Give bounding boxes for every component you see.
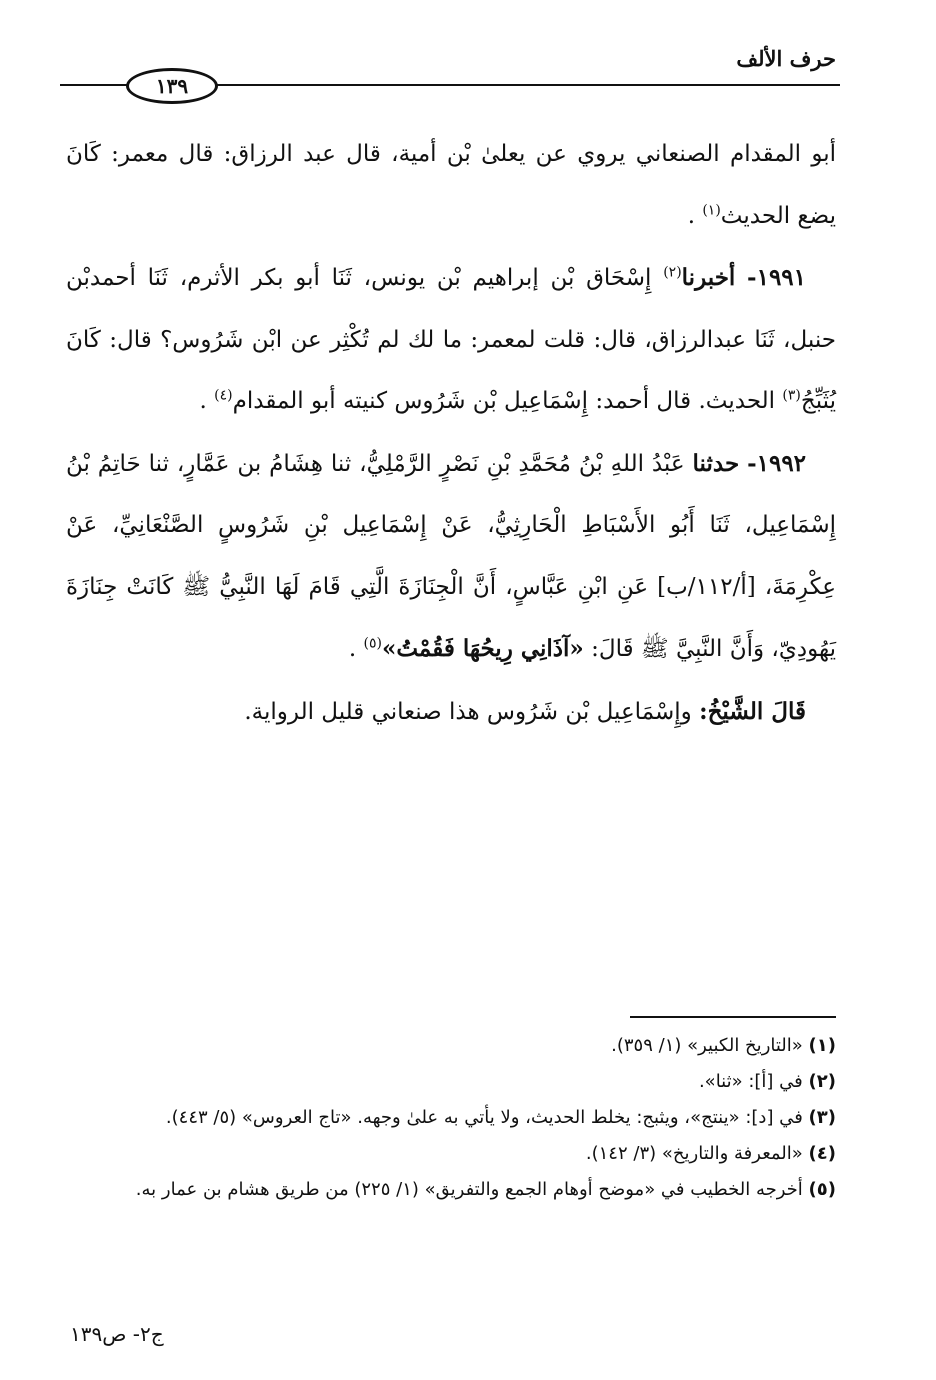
paragraph-1: [66, 124, 836, 247]
keyword-haddathana: حدثنا: [692, 449, 740, 477]
footnote-number: (٣): [808, 1107, 836, 1128]
volume-page-reference: ج٢- ص١٣٩: [70, 1322, 164, 1346]
footnote-ref-2: (٢): [663, 264, 682, 281]
hadith-number-1991: ١٩٩١-: [747, 264, 807, 291]
paragraph-sheikh: [66, 681, 836, 744]
footnote-number: (١): [808, 1035, 836, 1056]
footnote-ref-1: (١): [702, 201, 721, 218]
p3-quote: «آذَانِي رِيحُهَا فَقُمْتُ»: [381, 635, 584, 662]
p1-text: أبو المقدام الصنعاني يروي عن يعلىٰ بْن أمية، قال عبد الرزاق: قال معمر: كَانَ يضع الحديث: [66, 141, 836, 229]
p3-text: عَبْدُ اللهِ بْنُ مُحَمَّدِ بْنِ نَصْرٍ الرَّمْلِيُّ، ثنا هِشَامُ بن عَمَّارٍ، ثنا حَاتِمُ بْنُ إِسْمَاعِيل، ثَنَا أَبُو الأَسْبَاطِ الْحَارِثِيُّ، عَنْ إِسْمَاعِيل بْنِ شَرُوسٍ الصَّنْعَانِيِّ، عَنْ عِكْرِمَةَ، [أ/١١٢/ب] عَنِ ابْنِ عَبَّاسٍ، أَنَّ الْجِنَازَةَ الَّتِي قَامَ لَهَا النَّبِيُّ ﷺ كَانَتْ جِنَازَةَ يَهُودِيّ، وَأَنَّ النَّبِيَّ ﷺ قَالَ:: [66, 450, 836, 662]
footnote-4: [60, 1136, 836, 1172]
footnote-5: [60, 1172, 836, 1208]
footnote-text: في [أ]: «ثنا».: [698, 1071, 803, 1092]
footnote-ref-4: (٤): [214, 387, 233, 404]
main-text: [66, 124, 836, 743]
page-header: [60, 40, 840, 100]
footnote-2: [60, 1064, 836, 1100]
footnote-1: [60, 1028, 836, 1064]
p2-end: .: [199, 388, 207, 414]
p3-end: .: [348, 636, 357, 662]
footnote-text: أخرجه الخطيب في «موضح أوهام الجمع والتفريق» (١/ ٢٢٥) من طريق هشام بن عمار به.: [135, 1179, 803, 1200]
p1-end: .: [687, 202, 696, 229]
footnote-3: [60, 1100, 836, 1136]
page-number-badge: ١٣٩: [126, 68, 218, 104]
footnote-number: (٢): [808, 1071, 836, 1092]
paragraph-1991: [66, 247, 836, 433]
footnote-rule: [630, 1016, 836, 1018]
footnote-text: في [د]: «ينتج»، ويثبج: يخلط الحديث، ولا يأتي به علىٰ وجهه. «تاج العروس» (٥/ ٤٤٣).: [165, 1107, 803, 1128]
footnote-ref-5: (٥): [363, 635, 382, 652]
p2-text-b: الحديث. قال أحمد: إِسْمَاعِيل بْن شَرُوس كنيته أبو المقدام: [232, 388, 776, 414]
p4-text: وإِسْمَاعِيل بْن شَرُوس هذا صنعاني قليل الرواية.: [244, 698, 692, 725]
keyword-qala-alsheikh: قَالَ الشَّيْخُ:: [699, 697, 806, 725]
footnote-ref-3: (٣): [782, 387, 801, 404]
footnote-text: «التاريخ الكبير» (١/ ٣٥٩).: [611, 1035, 803, 1056]
hadith-number-1992: ١٩٩٢-: [747, 449, 807, 477]
footnote-text: «المعرفة والتاريخ» (٣/ ١٤٢).: [585, 1143, 803, 1164]
p2-text-a: إِسْحَاق بْن إبراهيم بْن يونس، ثَنَا أبو بكر الأثرم، ثَنَا أحمدبْن حنبل، ثَنَا عبدالرزاق، قال: قلت لمعمر: ما لك لم تُكْثِر عن ابْن شَرُوس؟ قال: كَانَ يُثَبِّجُ: [66, 265, 836, 414]
keyword-akhbarana: أخبرنا: [681, 264, 736, 291]
paragraph-1992: [66, 433, 836, 681]
chapter-title: حرف الألف: [736, 46, 836, 71]
footnote-number: (٥): [808, 1179, 836, 1200]
footnotes: [60, 1028, 836, 1208]
footnote-number: (٤): [808, 1143, 836, 1164]
